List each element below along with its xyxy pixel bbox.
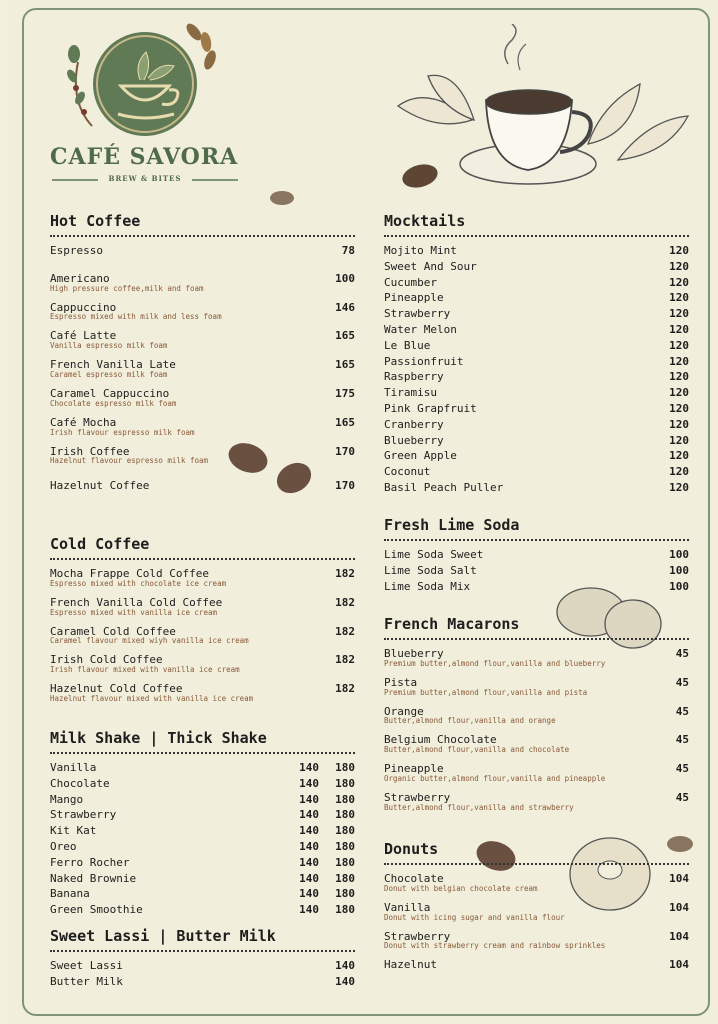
item-price: 146 (335, 300, 355, 314)
item-name: Mocha Frappe Cold Coffee (50, 567, 209, 580)
list-item (384, 871, 689, 894)
item-price: 120 (669, 275, 689, 289)
item-price: 165 (335, 358, 355, 372)
item-name: Irish Coffee (50, 444, 130, 458)
list-item (384, 579, 689, 595)
item-price: 100 (669, 548, 689, 561)
item-price: 170 (335, 444, 355, 458)
item-name: Naked Brownie (50, 871, 137, 885)
item-name: Banana (50, 887, 90, 901)
list-item (50, 760, 355, 776)
item-price: 170 (335, 479, 355, 493)
list-item (384, 448, 689, 464)
item-price: 182 (335, 624, 355, 638)
item-name: Hazelnut Coffee (50, 479, 150, 493)
item-price-milk: 140 (299, 871, 319, 885)
item-description: Hazelnut flavour mixed with vanilla ice cream (50, 693, 254, 703)
item-price: 78 (341, 244, 355, 257)
list-item (50, 357, 355, 380)
list-item (50, 958, 355, 974)
section-title: Sweet Lassi | Butter Milk (50, 927, 355, 952)
item-name: French Vanilla Late (50, 358, 176, 372)
item-price: 182 (335, 567, 355, 580)
list-item (384, 401, 689, 417)
list-item (384, 464, 689, 480)
item-description: Vanilla espresso milk foam (50, 341, 168, 351)
item-description: High pressure coffee,milk and foam (50, 283, 204, 293)
item-name: Irish Cold Coffee (50, 653, 163, 667)
item-price: 165 (335, 329, 355, 343)
list-item (50, 807, 355, 823)
item-price: 120 (669, 244, 689, 257)
item-name: Cappuccino (50, 300, 117, 314)
lime-soda-list (384, 547, 689, 594)
item-price: 120 (669, 291, 689, 305)
list-item (384, 900, 689, 923)
item-description: Donut with strawberry cream and rainbow sprinkles (384, 941, 606, 951)
item-description: Hazelnut flavour espresso milk foam (50, 456, 209, 466)
item-price-thick: 180 (335, 808, 355, 822)
list-item (384, 243, 689, 259)
item-description: Irish flavour mixed with vanilla ice cream (50, 665, 240, 675)
item-price-milk: 140 (299, 855, 319, 869)
list-item (50, 776, 355, 792)
item-name: Mango (50, 792, 84, 806)
list-item (384, 547, 689, 563)
coffee-bean-icon (268, 190, 298, 208)
item-price: 45 (675, 675, 689, 689)
item-name: Lime Soda Salt (384, 563, 477, 577)
item-price-thick: 180 (335, 903, 355, 917)
list-item (384, 480, 689, 496)
brand-tagline: BREW & BITES (108, 174, 182, 183)
item-description: Butter,almond flour,vanilla and strawberry (384, 802, 574, 812)
item-name: Butter Milk (50, 974, 123, 988)
item-name: Pink Grapfruit (384, 401, 477, 415)
item-price-thick: 180 (335, 761, 355, 774)
item-price-milk: 140 (299, 808, 319, 822)
list-item (50, 624, 355, 647)
item-price-milk: 140 (299, 839, 319, 853)
item-name: Passionfruit (384, 354, 464, 368)
item-price: 45 (675, 647, 689, 660)
list-item (50, 855, 355, 871)
item-description: Donut with icing sugar and vanilla flour (384, 912, 565, 922)
item-price-thick: 180 (335, 824, 355, 838)
lime-soda-section (384, 516, 689, 594)
mocktails-list (384, 243, 689, 496)
item-name: Green Smoothie (50, 903, 143, 917)
section-title: Hot Coffee (50, 212, 355, 237)
item-price: 120 (669, 465, 689, 479)
item-name: Americano (50, 271, 110, 285)
item-price: 182 (335, 653, 355, 667)
item-name: Green Apple (384, 449, 457, 463)
section-title: Mocktails (384, 212, 689, 237)
list-item (384, 929, 689, 952)
item-price-thick: 180 (335, 871, 355, 885)
item-price: 104 (669, 900, 689, 914)
list-item (50, 271, 355, 294)
list-item (384, 433, 689, 449)
item-price: 175 (335, 386, 355, 400)
item-name: Cranberry (384, 417, 444, 431)
list-item (50, 902, 355, 918)
item-name: Vanilla (384, 900, 431, 914)
list-item (384, 322, 689, 338)
item-name: Pista (384, 675, 418, 689)
item-price-thick: 180 (335, 776, 355, 790)
item-name: Blueberry (384, 433, 444, 447)
item-price: 120 (669, 259, 689, 273)
list-item (50, 974, 355, 990)
item-name: Strawberry (50, 808, 117, 822)
item-name: Raspberry (384, 370, 444, 384)
item-price: 45 (675, 790, 689, 804)
list-item (384, 306, 689, 322)
lassi-section (50, 927, 355, 990)
item-price-milk: 140 (299, 903, 319, 917)
list-item (50, 478, 355, 494)
item-price: 165 (335, 415, 355, 429)
list-item (384, 761, 689, 784)
item-description: Caramel flavour mixed wiyh vanilla ice cream (50, 636, 249, 646)
item-name: Tiramisu (384, 386, 437, 400)
list-item (384, 275, 689, 291)
item-price: 182 (335, 682, 355, 696)
item-description: Butter,almond flour,vanilla and orange (384, 716, 556, 726)
item-name: Strawberry (384, 929, 451, 943)
list-item (384, 290, 689, 306)
item-price: 140 (335, 974, 355, 988)
item-price: 140 (335, 959, 355, 972)
item-price: 120 (669, 433, 689, 447)
shakes-list (50, 760, 355, 918)
list-item (50, 871, 355, 887)
section-title: French Macarons (384, 615, 689, 640)
item-price: 182 (335, 595, 355, 609)
item-description: Premium butter,almond flour,vanilla and blueberry (384, 658, 606, 668)
item-price: 45 (675, 733, 689, 747)
item-name: Lime Soda Sweet (384, 548, 484, 561)
item-name: Coconut (384, 465, 431, 479)
item-name: Le Blue (384, 338, 431, 352)
section-title: Donuts (384, 840, 689, 865)
list-item (50, 300, 355, 323)
list-item (384, 957, 689, 973)
item-price: 120 (669, 354, 689, 368)
list-item (384, 563, 689, 579)
item-name: Water Melon (384, 322, 457, 336)
item-name: Caramel Cappuccino (50, 386, 170, 400)
list-item (384, 417, 689, 433)
list-item (384, 259, 689, 275)
item-price-thick: 180 (335, 792, 355, 806)
section-title: Milk Shake | Thick Shake (50, 729, 355, 754)
item-name: Lime Soda Mix (384, 579, 471, 593)
item-price-milk: 140 (299, 776, 319, 790)
list-item (50, 444, 355, 467)
cold-coffee-list (50, 566, 355, 704)
item-price-milk: 140 (299, 761, 319, 774)
cup-logo-icon (48, 22, 248, 147)
item-description: Irish flavour espresso milk foam (50, 427, 195, 437)
item-price-milk: 140 (299, 792, 319, 806)
item-price: 120 (669, 322, 689, 336)
macarons-section (384, 615, 689, 819)
coffee-cup-illustration-icon (388, 24, 698, 214)
item-price: 120 (669, 338, 689, 352)
list-item (50, 595, 355, 618)
item-name: Oreo (50, 839, 77, 853)
donuts-list (384, 871, 689, 973)
item-price-thick: 180 (335, 887, 355, 901)
item-price: 120 (669, 370, 689, 384)
item-price: 120 (669, 401, 689, 415)
item-description: Chocolate espresso milk foam (50, 398, 177, 408)
item-price: 120 (669, 386, 689, 400)
item-price-thick: 180 (335, 839, 355, 853)
item-price: 104 (669, 958, 689, 972)
item-name: Hazelnut Cold Coffee (50, 682, 183, 696)
hot-coffee-list (50, 243, 355, 494)
item-name: Pineapple (384, 762, 444, 776)
item-name: Chocolate (384, 872, 444, 885)
list-item (384, 790, 689, 813)
item-description: Donut with belgian chocolate cream (384, 883, 538, 893)
item-name: Espresso (50, 244, 103, 257)
list-item (384, 732, 689, 755)
item-description: Espresso mixed with milk and less foam (50, 312, 222, 322)
item-price: 104 (669, 929, 689, 943)
list-item (50, 415, 355, 438)
lassi-list (50, 958, 355, 990)
tagline-rule-right (192, 179, 238, 181)
shakes-section (50, 729, 355, 918)
item-name: Sweet Lassi (50, 959, 123, 972)
item-description: Espresso mixed with chocolate ice cream (50, 578, 227, 588)
item-description: Organic butter,almond flour,vanilla and pineapple (384, 773, 606, 783)
list-item (50, 823, 355, 839)
item-price: 120 (669, 449, 689, 463)
item-description: Premium butter,almond flour,vanilla and pista (384, 687, 588, 697)
cold-coffee-section (50, 535, 355, 710)
item-price: 45 (675, 704, 689, 718)
section-title: Cold Coffee (50, 535, 355, 560)
item-description: Caramel espresso milk foam (50, 369, 168, 379)
item-name: Basil Peach Puller (384, 480, 504, 494)
macarons-list (384, 646, 689, 813)
list-item (384, 385, 689, 401)
section-title: Fresh Lime Soda (384, 516, 689, 541)
item-name: Sweet And Sour (384, 259, 477, 273)
donuts-section (384, 840, 689, 979)
list-item (50, 566, 355, 589)
item-name: Vanilla (50, 761, 97, 774)
list-item (384, 675, 689, 698)
item-name: French Vanilla Cold Coffee (50, 595, 223, 609)
list-item (384, 646, 689, 669)
item-name: Pineapple (384, 291, 444, 305)
item-price-milk: 140 (299, 824, 319, 838)
item-name: Café Mocha (50, 415, 117, 429)
mocktails-section (384, 212, 689, 496)
item-name: Ferro Rocher (50, 855, 130, 869)
item-name: Strawberry (384, 790, 451, 804)
item-name: Orange (384, 704, 424, 718)
item-price: 100 (335, 271, 355, 285)
item-price: 100 (669, 563, 689, 577)
item-price: 45 (675, 762, 689, 776)
item-price: 120 (669, 480, 689, 494)
list-item (50, 243, 355, 259)
brand-name: CAFÉ SAVORA (50, 144, 239, 170)
list-item (384, 338, 689, 354)
item-price: 100 (669, 579, 689, 593)
item-name: Cucumber (384, 275, 437, 289)
item-price: 104 (669, 872, 689, 885)
item-name: Belgium Chocolate (384, 733, 497, 747)
item-name: Strawberry (384, 307, 451, 321)
list-item (50, 328, 355, 351)
item-name: Blueberry (384, 647, 444, 660)
list-item (50, 792, 355, 808)
list-item (384, 354, 689, 370)
list-item (50, 652, 355, 675)
item-name: Caramel Cold Coffee (50, 624, 176, 638)
list-item (50, 886, 355, 902)
hot-coffee-section (50, 212, 355, 500)
list-item (384, 704, 689, 727)
item-price: 120 (669, 417, 689, 431)
list-item (50, 839, 355, 855)
item-name: Chocolate (50, 776, 110, 790)
list-item (50, 386, 355, 409)
item-price: 120 (669, 307, 689, 321)
list-item (384, 369, 689, 385)
list-item (50, 681, 355, 704)
item-description: Butter,almond flour,vanilla and chocolate (384, 745, 570, 755)
item-description: Espresso mixed with vanilla ice cream (50, 607, 218, 617)
item-name: Kit Kat (50, 824, 97, 838)
item-name: Hazelnut (384, 958, 437, 972)
item-name: Mojito Mint (384, 244, 457, 257)
item-name: Café Latte (50, 329, 117, 343)
item-price-thick: 180 (335, 855, 355, 869)
item-price-milk: 140 (299, 887, 319, 901)
